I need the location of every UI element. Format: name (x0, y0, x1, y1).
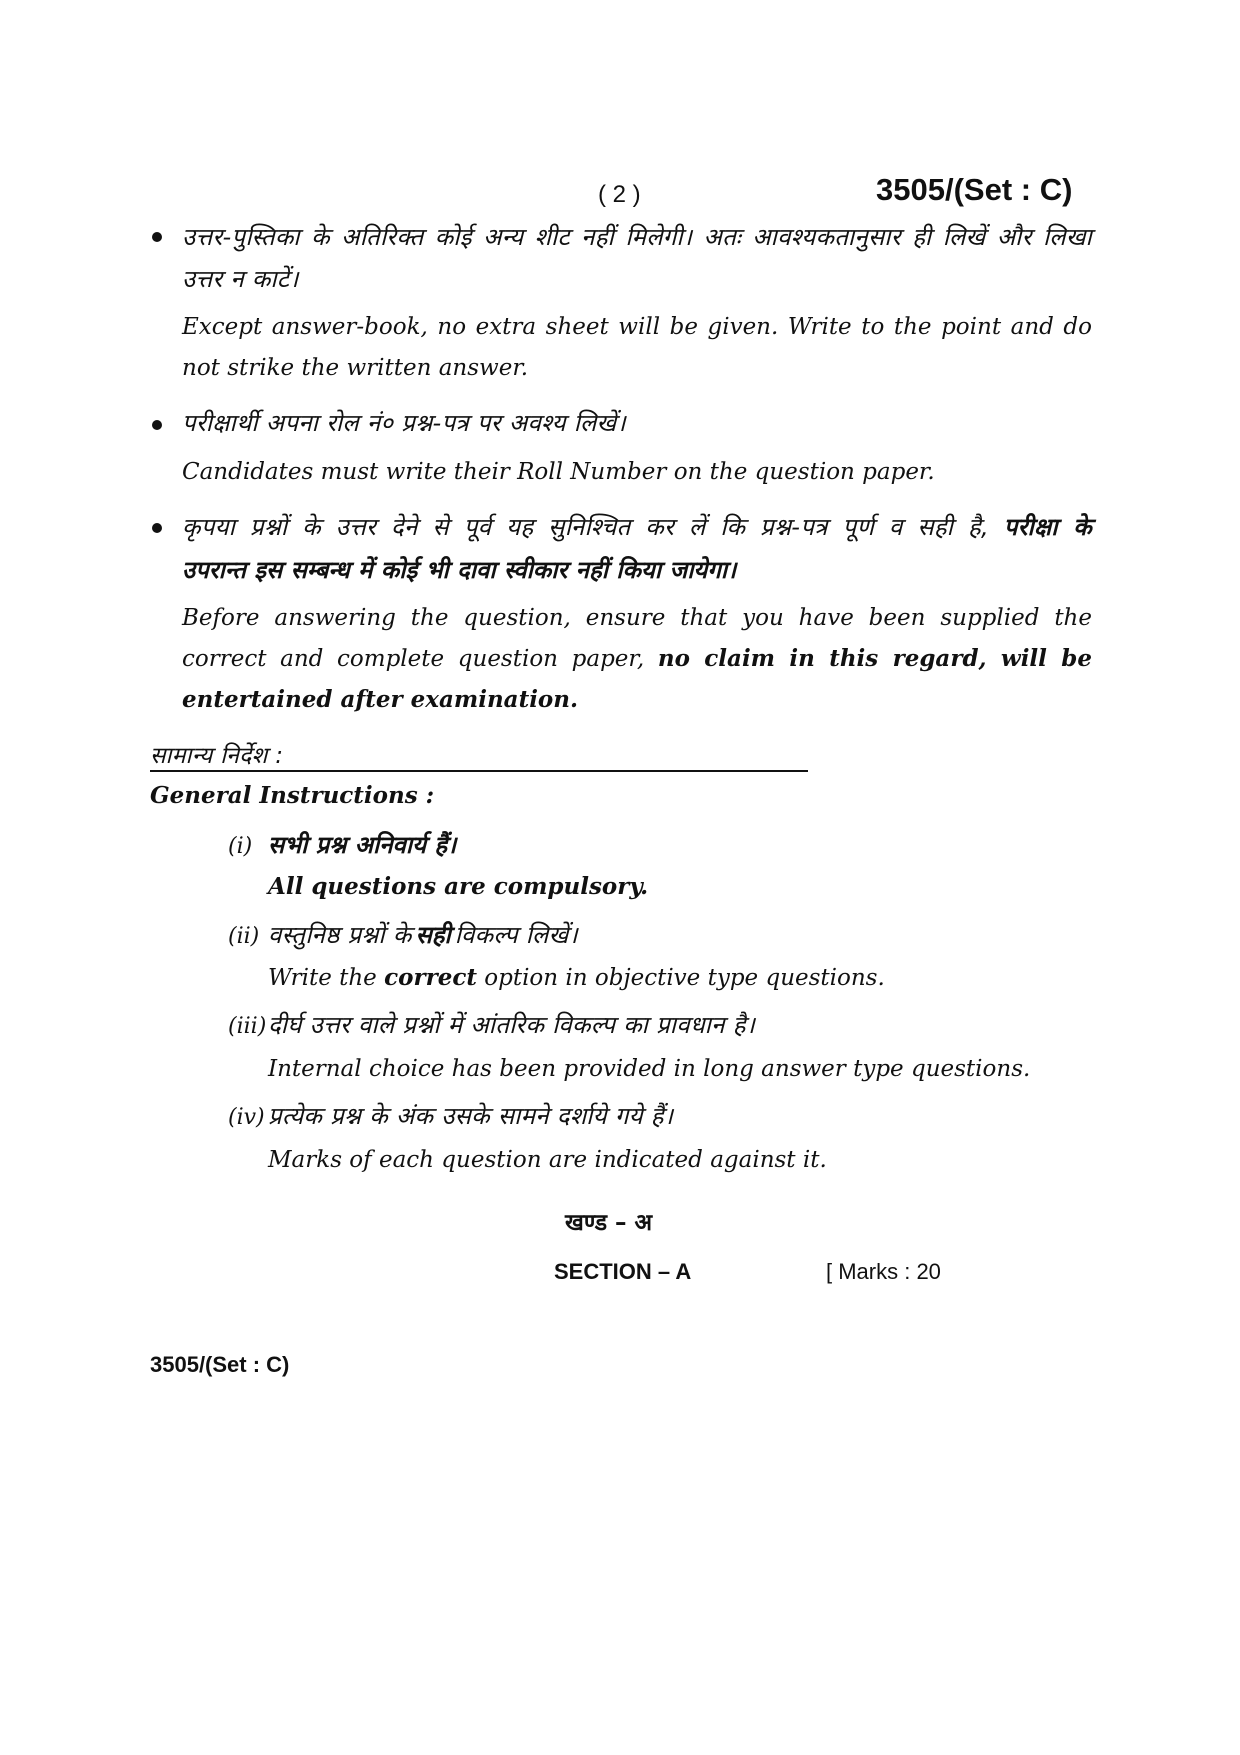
instruction-2-english-post: option in objective type questions. (484, 965, 885, 991)
instruction-2-hindi (228, 918, 578, 951)
instruction-3-hindi-text: दीर्घ उत्तर वाले प्रश्नों में आंतरिक विकल्प का प्रावधान है। (268, 1011, 756, 1039)
instruction-2-hindi-post: विकल्प लिखें। (454, 921, 578, 949)
instruction-2-hindi-pre: वस्तुनिष्ठ प्रश्नों के (268, 921, 412, 949)
page-number: ( 2 ) (598, 181, 641, 208)
instruction-1-english: All questions are compulsory. (268, 873, 649, 900)
note-1-english-2: not strike the written answer. (182, 355, 529, 381)
instruction-3-english: Internal choice has been provided in long answer type questions. (268, 1056, 1031, 1082)
section-marks: [ Marks : 20 (826, 1259, 941, 1284)
section-hindi: खण्ड – अ (565, 1210, 653, 1236)
note-3-english-2-bold: no claim in this regard, will be (657, 645, 1092, 672)
note-1-english-1: Except answer-book, no extra sheet will be given. Write to the point and do (182, 314, 1092, 340)
instruction-2-english (268, 957, 885, 999)
note-3-english-2-text: correct and complete question paper, (182, 646, 645, 672)
general-english-heading: General Instructions : (150, 782, 435, 809)
instruction-1-num: (i) (228, 834, 253, 859)
note-3-hindi (182, 510, 1092, 543)
instruction-4-hindi (228, 1099, 673, 1132)
instruction-2-english-pre: Write the (268, 965, 377, 991)
instruction-3-hindi (228, 1008, 755, 1041)
note-1-hindi: उत्तर-पुस्तिका के अतिरिक्त कोई अन्य शीट नहीं मिलेगी। अतः आवश्यकतानुसार ही लिखें और लिखा (182, 223, 1092, 251)
instruction-2-english-bold: correct (384, 964, 477, 991)
heading-rule (150, 770, 808, 772)
bullet-3 (152, 523, 162, 533)
note-3-english-1: Before answering the question, ensure that you have been supplied the (182, 605, 1092, 631)
note-2-hindi: परीक्षार्थी अपना रोल नं० प्रश्न-पत्र पर अवश्य लिखें। (182, 409, 626, 437)
note-3-english-3: entertained after examination. (182, 686, 578, 713)
note-3-hindi-text: कृपया प्रश्नों के उत्तर देने से पूर्व यह सुनिश्चित कर लें कि प्रश्न-पत्र पूर्ण व सही है, (182, 513, 989, 541)
section-english: SECTION – A (554, 1259, 692, 1284)
bullet-1 (152, 232, 162, 242)
note-3-hindi-bold: परीक्षा के (1003, 513, 1092, 541)
note-3-english-2 (182, 638, 1092, 680)
note-1-hindi-cont: उत्तर न काटें। (182, 265, 299, 293)
note-3-hindi-cont: उपरान्त इस सम्बन्ध में कोई भी दावा स्वीकार नहीं किया जायेगा। (182, 556, 737, 584)
set-code-footer: 3505/(Set : C) (150, 1352, 290, 1377)
bullet-2 (152, 420, 162, 430)
note-2-english: Candidates must write their Roll Number on the question paper. (182, 459, 935, 485)
instruction-4-num: (iv) (228, 1105, 265, 1130)
instruction-2-hindi-bold: सही (415, 921, 451, 949)
instruction-1-hindi-text: सभी प्रश्न अनिवार्य हैं। (268, 831, 457, 859)
set-code-header: 3505/(Set : C) (876, 172, 1073, 207)
instruction-3-num: (iii) (228, 1014, 267, 1039)
instruction-4-hindi-text: प्रत्येक प्रश्न के अंक उसके सामने दर्शाये गये हैं। (268, 1102, 674, 1130)
instruction-2-num: (ii) (228, 924, 260, 949)
instruction-4-english: Marks of each question are indicated against it. (268, 1147, 827, 1173)
instruction-1-hindi (228, 828, 456, 861)
general-hindi-heading: सामान्य निर्देश : (150, 743, 284, 769)
